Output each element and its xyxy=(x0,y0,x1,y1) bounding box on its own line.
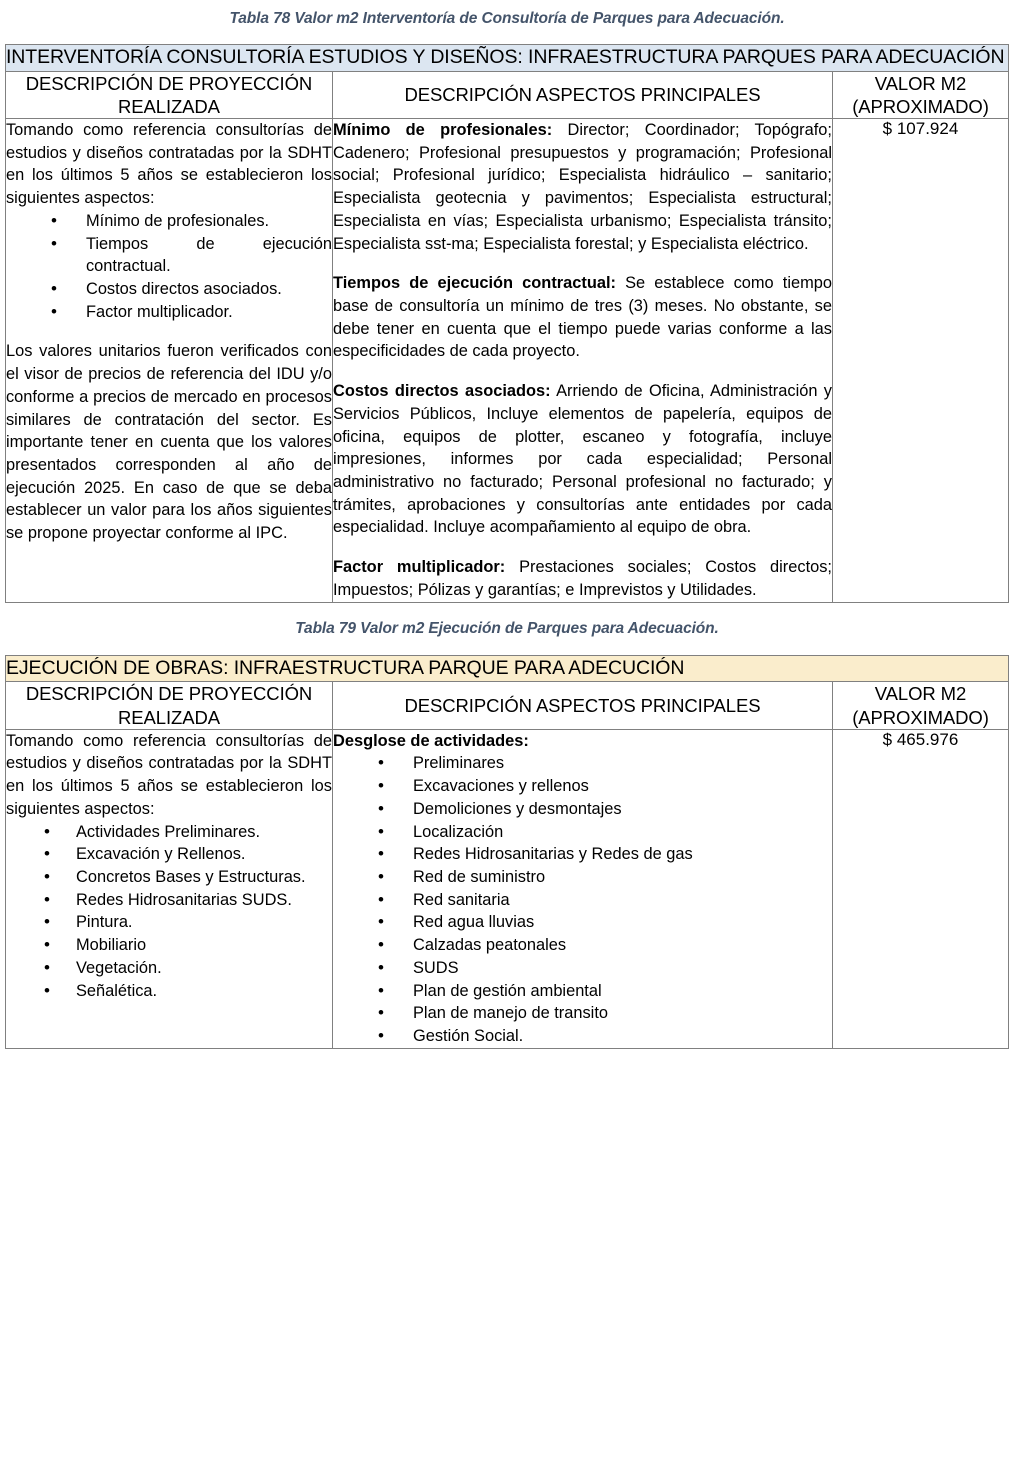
list-item: • SUDS xyxy=(333,957,832,980)
list-item: • Excavaciones y rellenos xyxy=(333,775,832,798)
table-79-banner-row xyxy=(6,655,1009,682)
table-78-intro-paragraph: Tomando como referencia consultorías de estudios y diseños contratadas por la SDHT en los últimos 5 años se establecieron los siguientes aspectos: xyxy=(5,120,332,208)
list-item: • Mobiliario xyxy=(6,934,332,957)
table-78-minimo-profesionales-label: Mínimo de profesionales: xyxy=(332,120,553,139)
table-79-intro-paragraph: Tomando como referencia consultorías de estudios y diseños contratadas por la SDHT en los últimos 5 años se establecieron los siguientes aspectos: xyxy=(6,731,332,818)
list-item: • Redes Hidrosanitarias y Redes de gas xyxy=(333,843,832,866)
table-78-value-m2: $ 107.924 xyxy=(832,118,1008,602)
table-78-factor-text: Prestaciones sociales; Costos directos; Impuestos; Pólizas y garantías; e Imprevistos y Utilidades. xyxy=(332,558,832,599)
table-78-banner-row xyxy=(5,45,1008,72)
table-78-header-descripcion-proyeccion: DESCRIPCIÓN DE PROYECCIÓN REALIZADA xyxy=(5,71,332,118)
table-78-costos-paragraph xyxy=(333,380,832,539)
table-79-banner-title: EJECUCIÓN DE OBRAS: INFRAESTRUCTURA PARQUE PARA ADECUCIÓN xyxy=(6,655,1009,682)
table-79-header-row xyxy=(6,682,1009,729)
table-78-minimo-profesionales-text: Director; Coordinador; Topógrafo; Cadenero; Profesional presupuestos y programación; Profesional social; Profesional jurídico; Especialista hidráulico – sanitario; Especialista geotecnia y pavimentos; Especialista estructural; Especialista en vías; Especialista urbanismo; Especialista tránsito; Especialista sst-ma; Especialista forestal; y Especialista eléctrico. xyxy=(332,120,832,253)
table-79 xyxy=(5,655,1009,1049)
table-78-tiempos-paragraph xyxy=(333,272,832,363)
table-79-desglose-label xyxy=(333,730,832,753)
table-79-actividades-list xyxy=(333,752,832,1047)
table-79-header-descripcion-proyeccion: DESCRIPCIÓN DE PROYECCIÓN REALIZADA xyxy=(6,682,333,729)
list-item: • Costos directos asociados. xyxy=(6,278,332,301)
list-item: • Calzadas peatonales xyxy=(333,934,832,957)
table-79-cell-proyeccion xyxy=(6,729,333,1048)
table-78-minimo-profesionales-paragraph xyxy=(333,119,832,255)
table-78-factor-paragraph xyxy=(333,556,832,601)
list-item: • Concretos Bases y Estructuras. xyxy=(6,866,332,889)
list-item: • Red de suministro xyxy=(333,866,832,889)
list-item: • Gestión Social. xyxy=(333,1025,832,1048)
list-item: • Plan de manejo de transito xyxy=(333,1002,832,1025)
table-78-banner-title: INTERVENTORÍA CONSULTORÍA ESTUDIOS Y DISEÑOS: INFRAESTRUCTURA PARQUES PARA ADECUACIÓN xyxy=(5,45,1008,72)
table-78-tiempos-text: Se establece como tiempo base de consultoría un mínimo de tres (3) meses. No obstante, se debe tener en cuenta que el tiempo puede varias conforme a las especificidades de cada proyecto. xyxy=(332,274,832,361)
table-78 xyxy=(5,44,1009,603)
table-78-caption: Tabla 78 Valor m2 Interventoría de Consultoría de Parques para Adecuación. xyxy=(229,10,785,27)
table-78-cell-proyeccion xyxy=(5,118,332,602)
table-78-aspectos-list xyxy=(6,210,332,324)
list-item: • Redes Hidrosanitarias SUDS. xyxy=(6,889,332,912)
table-79-header-valor-m2: VALOR M2 (APROXIMADO) xyxy=(833,682,1009,729)
list-item: • Tiempos de ejecución contractual. xyxy=(6,233,332,278)
table-78-cell-aspectos xyxy=(332,118,832,602)
list-item: • Factor multiplicador. xyxy=(6,301,332,324)
table-79-aspectos-list xyxy=(6,821,332,1003)
list-item: • Plan de gestión ambiental xyxy=(333,980,832,1003)
table-79-cell-aspectos xyxy=(333,729,833,1048)
table-78-costos-label: Costos directos asociados: xyxy=(332,382,551,401)
table-78-body-row xyxy=(5,118,1008,602)
list-item: • Actividades Preliminares. xyxy=(6,821,332,844)
table-78-header-row xyxy=(5,71,1008,118)
table-78-header-valor-m2: VALOR M2 (APROXIMADO) xyxy=(832,71,1008,118)
table-78-costos-text: Arriendo de Oficina, Administración y Servicios Públicos, Incluye elementos de papelería, equipos de oficina, equipos de plotter, escaneo y fotografía, incluye impresiones, informes por cada especialidad; Personal administrativo no facturado; Personal profesional no facturado; y trámites, aprobaciones y consultorías ante entidades por cada especialidad. Incluye acompañamiento al equipo de obra. xyxy=(332,382,832,537)
list-item: • Pintura. xyxy=(6,911,332,934)
table-79-header-aspectos-principales: DESCRIPCIÓN ASPECTOS PRINCIPALES xyxy=(333,682,833,729)
list-item: • Demoliciones y desmontajes xyxy=(333,798,832,821)
list-item: • Mínimo de profesionales. xyxy=(6,210,332,233)
table-79-value-m2: $ 465.976 xyxy=(833,729,1009,1048)
list-item: • Red agua lluvias xyxy=(333,911,832,934)
table-78-factor-label: Factor multiplicador: xyxy=(332,558,506,577)
table-79-body-row xyxy=(6,729,1009,1048)
list-item: • Preliminares xyxy=(333,752,832,775)
list-item: • Localización xyxy=(333,821,832,844)
table-78-closing-paragraph: Los valores unitarios fueron verificados con el visor de precios de referencia del IDU y/o conforme a precios de mercado en procesos similares de contratación del sector. Es importante tener en cuenta que los valores presentados corresponden al año de ejecución 2025. En caso de que se deba establecer un valor para los años siguientes se propone proyectar conforme al IPC. xyxy=(5,342,332,543)
list-item: • Excavación y Rellenos. xyxy=(6,843,332,866)
table-78-tiempos-label: Tiempos de ejecución contractual: xyxy=(332,274,616,293)
table-79-caption: Tabla 79 Valor m2 Ejecución de Parques para Adecuación. xyxy=(295,619,719,637)
list-item: • Vegetación. xyxy=(6,957,332,980)
table-79-desglose-label-text: Desglose de actividades: xyxy=(333,731,529,750)
table-78-header-aspectos-principales: DESCRIPCIÓN ASPECTOS PRINCIPALES xyxy=(332,71,832,118)
list-item: • Red sanitaria xyxy=(333,889,832,912)
list-item: • Señalética. xyxy=(6,980,332,1003)
